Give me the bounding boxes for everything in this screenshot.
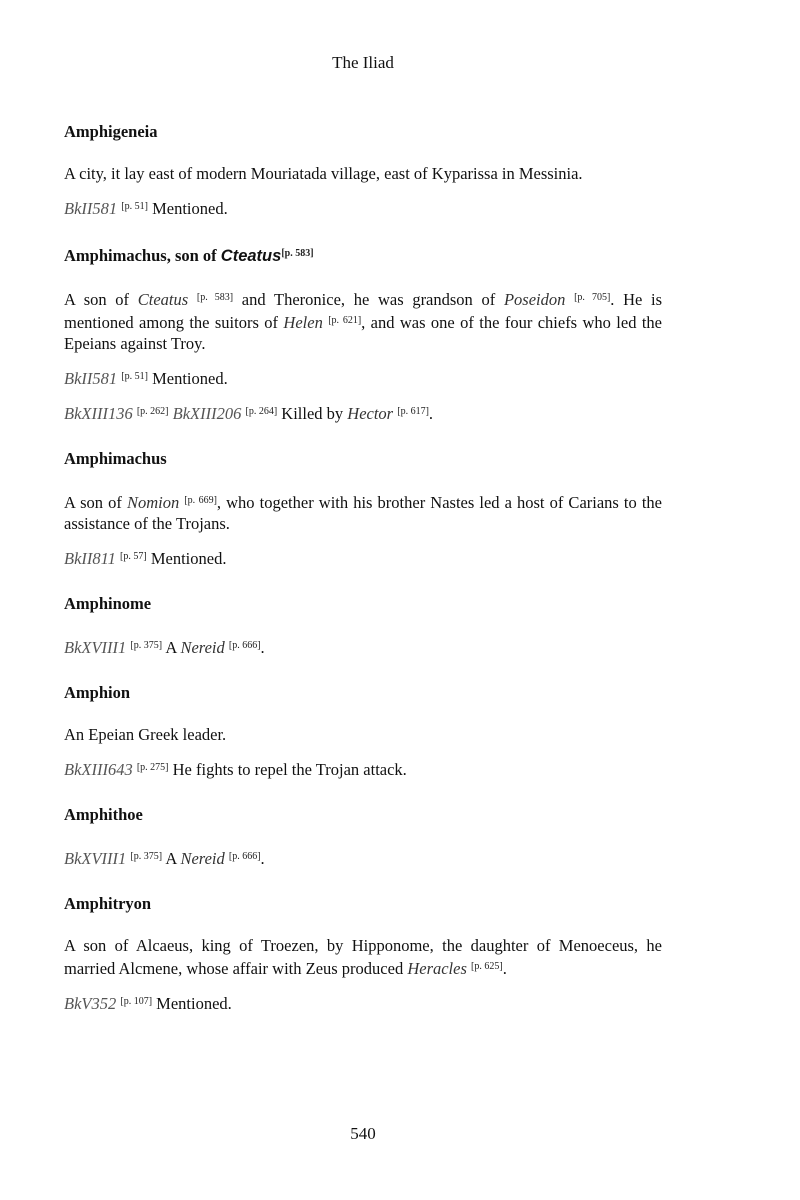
entry-description: An Epeian Greek leader. (64, 725, 227, 744)
entry-reference: BkV352 [p. 107] Mentioned. (64, 994, 232, 1013)
page-header (0, 53, 726, 73)
entry-amphitryon (64, 889, 662, 1014)
entry-description: A city, it lay east of modern Mouriatada village, east of Kyparissa in Messinia. (64, 164, 583, 183)
name-link-nereid[interactable]: Nereid (180, 638, 225, 657)
entry-title: Amphitryon (64, 894, 152, 913)
entry-description: A son of Alcaeus, king of Troezen, by Hipponome, the daughter of Menoeceus, he married Alcmene, whose affair with Zeus produced Heracles [p. 625]. (64, 936, 662, 978)
book-reference-link[interactable]: BkXIII643 (64, 760, 133, 779)
entry-description: A son of Cteatus [p. 583] and Theronice, he was grandson of Poseidon [p. 705]. He is mentioned among the suitors of Helen [p. 621], and was one of the four chiefs who led the Epeians against Troy. (64, 290, 663, 353)
name-link-nomion[interactable]: Nomion (126, 493, 180, 512)
page-number: 540 (350, 1124, 376, 1143)
name-link-hector[interactable]: Hector (347, 404, 394, 423)
entry-amphimachus-son-of-cteatus (64, 239, 662, 424)
entry-description: A son of Nomion [p. 669], who together with his brother Nastes led a host of Carians to the assistance of the Trojans. (64, 493, 663, 533)
entry-title: Amphimachus (64, 449, 167, 468)
entry-amphimachus (64, 444, 662, 569)
entry-title: Amphithoe (64, 805, 143, 824)
entry-title: Amphimachus, son of Cteatus[p. 583] (64, 246, 314, 265)
name-link-helen[interactable]: Helen (283, 313, 323, 332)
entry-amphigeneia (64, 117, 662, 219)
entry-reference: BkXVIII1 [p. 375] A Nereid [p. 666]. (64, 638, 265, 657)
book-reference-link[interactable]: BkII581 (64, 199, 118, 218)
entry-amphion (64, 678, 662, 780)
book-title: The Iliad (332, 53, 394, 72)
book-reference-link[interactable]: BkXVIII1 (64, 638, 127, 657)
entry-title: Amphion (64, 683, 131, 702)
entry-reference (64, 196, 662, 219)
glossary-content (64, 117, 662, 1034)
entry-reference: BkII811 [p. 57] Mentioned. (64, 549, 227, 568)
entry-amphinome (64, 589, 662, 658)
entry-title: Amphigeneia (64, 122, 158, 141)
entry-reference: BkXIII643 [p. 275] He fights to repel the Trojan attack. (64, 760, 407, 779)
book-reference-link[interactable]: BkV352 (64, 994, 117, 1013)
reference-note: Mentioned. (152, 199, 228, 218)
book-reference-link[interactable]: BkII811 (64, 549, 116, 568)
entry-title: Amphinome (64, 594, 152, 613)
name-link-cteatus[interactable]: Cteatus (137, 290, 189, 309)
title-name-link[interactable]: Cteatus (220, 247, 282, 265)
page-ref: [p. 583] (281, 248, 314, 259)
entry-reference: BkXVIII1 [p. 375] A Nereid [p. 666]. (64, 849, 265, 868)
page-ref: [p. 51] (121, 201, 148, 212)
book-reference-link[interactable]: BkII581 (64, 369, 118, 388)
entry-reference: BkII581 [p. 51] Mentioned. (64, 369, 228, 388)
entry-amphithoe (64, 800, 662, 869)
name-link-nereid[interactable]: Nereid (180, 849, 225, 868)
name-link-poseidon[interactable]: Poseidon (503, 290, 566, 309)
book-reference-link[interactable]: BkXIII206 (172, 404, 242, 423)
book-reference-link[interactable]: BkXVIII1 (64, 849, 127, 868)
name-link-heracles[interactable]: Heracles (407, 959, 467, 978)
book-reference-link[interactable]: BkXIII136 (64, 404, 133, 423)
entry-reference: BkXIII136 [p. 262] BkXIII206 [p. 264] Killed by Hector [p. 617]. (64, 404, 434, 423)
